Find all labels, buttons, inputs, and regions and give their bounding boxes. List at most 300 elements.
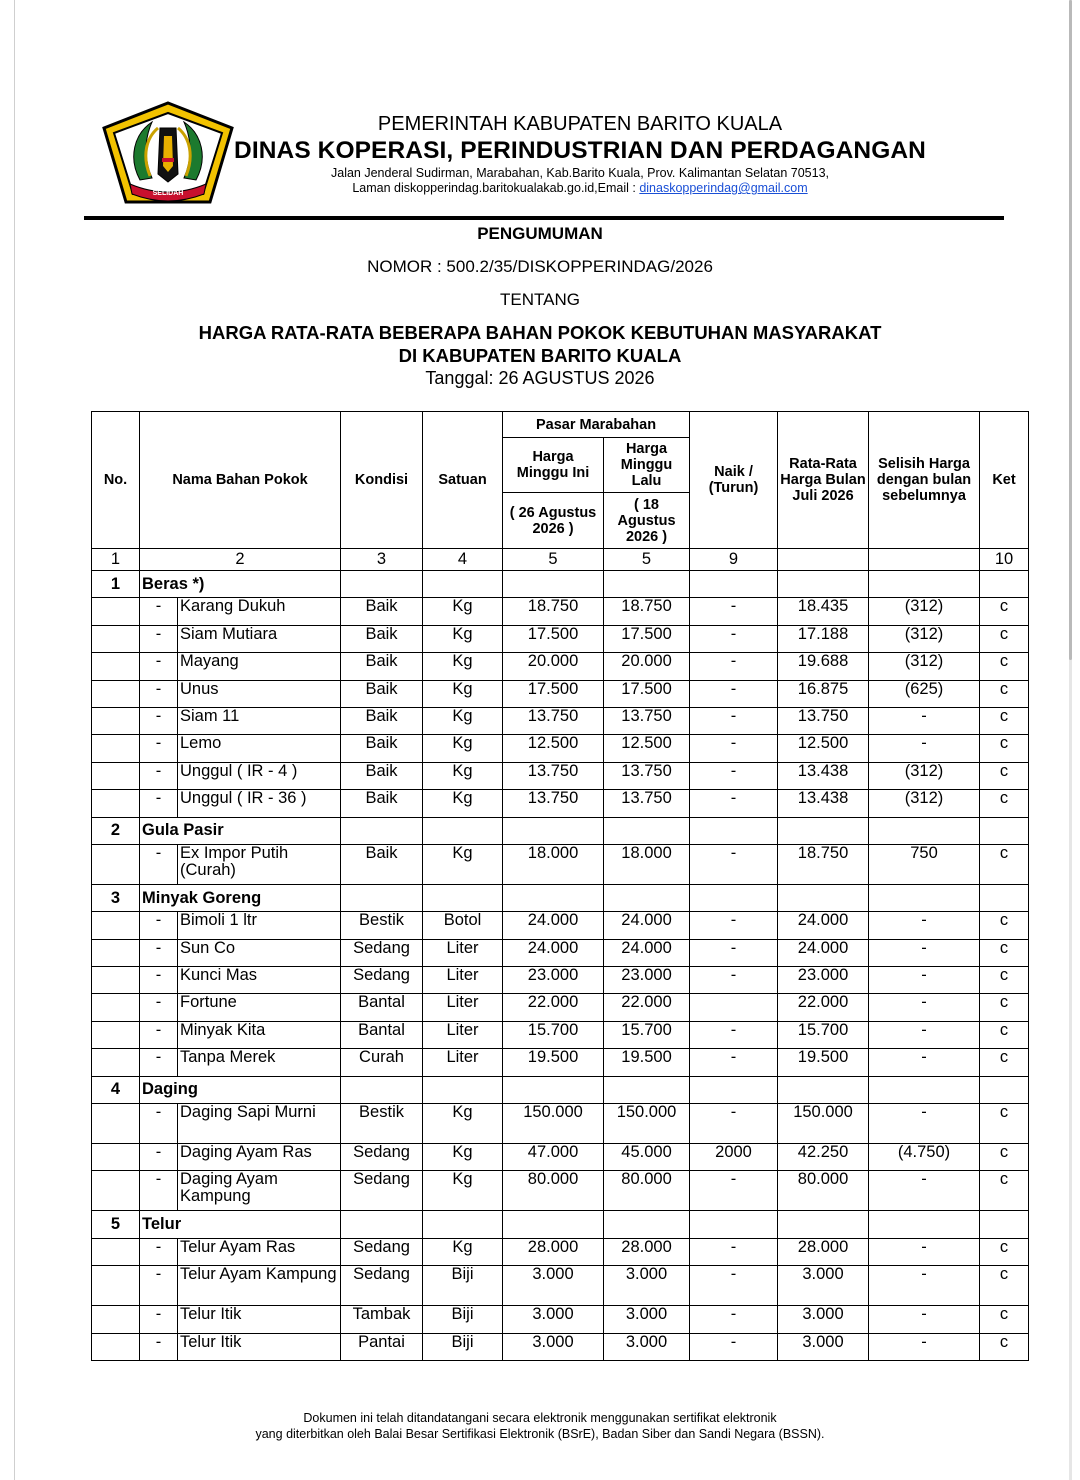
empty-cell	[423, 884, 503, 911]
price-this-week: 13.750	[503, 762, 604, 789]
monthly-average: 18.435	[778, 598, 869, 625]
table-row	[92, 762, 1029, 789]
price-difference: -	[869, 939, 980, 966]
empty-cell	[503, 817, 604, 844]
item-unit: Biji	[423, 1333, 503, 1360]
price-difference: (312)	[869, 790, 980, 817]
item-name: Kunci Mas	[178, 967, 341, 994]
table-row	[92, 912, 1029, 939]
item-unit: Kg	[423, 653, 503, 680]
empty-cell	[92, 1049, 140, 1076]
item-condition: Baik	[341, 790, 423, 817]
category-name: Daging	[140, 1076, 341, 1103]
price-difference: -	[869, 994, 980, 1021]
item-dash: -	[140, 994, 178, 1021]
item-name: Unggul ( IR - 4 )	[178, 762, 341, 789]
item-dash: -	[140, 844, 178, 884]
price-last-week: 13.750	[604, 707, 690, 734]
item-note: c	[980, 735, 1029, 762]
announcement-about: TENTANG	[500, 290, 580, 309]
item-condition: Baik	[341, 735, 423, 762]
price-this-week: 28.000	[503, 1238, 604, 1265]
price-this-week: 80.000	[503, 1171, 604, 1211]
item-unit: Kg	[423, 680, 503, 707]
item-name: Telur Ayam Ras	[178, 1238, 341, 1265]
price-difference: -	[869, 1333, 980, 1360]
item-dash: -	[140, 1144, 178, 1171]
table-row	[92, 1104, 1029, 1144]
price-last-week: 3.000	[604, 1266, 690, 1306]
announcement-heading: PENGUMUMAN	[477, 224, 603, 243]
monthly-average: 18.750	[778, 844, 869, 884]
empty-cell	[423, 571, 503, 598]
header-no: No.	[92, 412, 140, 549]
announcement-number: NOMOR : 500.2/35/DISKOPPERINDAG/2026	[367, 257, 713, 276]
price-difference: -	[869, 1266, 980, 1306]
monthly-average: 3.000	[778, 1266, 869, 1306]
item-note: c	[980, 994, 1029, 1021]
item-condition: Baik	[341, 625, 423, 652]
item-condition: Sedang	[341, 939, 423, 966]
empty-cell	[869, 1211, 980, 1238]
price-last-week: 20.000	[604, 653, 690, 680]
empty-cell	[92, 844, 140, 884]
price-difference: -	[869, 1306, 980, 1333]
column-number: 2	[140, 549, 341, 571]
table-row	[92, 967, 1029, 994]
price-change: -	[690, 598, 778, 625]
item-name: Daging Sapi Murni	[178, 1104, 341, 1144]
item-name: Telur Itik	[178, 1333, 341, 1360]
header-note: Ket	[980, 412, 1029, 549]
item-name: Siam Mutiara	[178, 625, 341, 652]
price-change: -	[690, 912, 778, 939]
category-number: 5	[92, 1211, 140, 1238]
empty-cell	[869, 884, 980, 911]
item-name: Lemo	[178, 735, 341, 762]
item-condition: Bantal	[341, 994, 423, 1021]
price-difference: (312)	[869, 653, 980, 680]
price-change: -	[690, 1021, 778, 1048]
price-table	[91, 411, 1029, 1361]
price-last-week: 80.000	[604, 1171, 690, 1211]
address-line: Jalan Jenderal Sudirman, Marabahan, Kab.Barito Kuala, Prov. Kalimantan Selatan 70513,	[331, 166, 829, 180]
empty-cell	[980, 817, 1029, 844]
empty-cell	[690, 571, 778, 598]
header-last-week: Harga Minggu Lalu	[604, 438, 690, 493]
column-number: 5	[503, 549, 604, 571]
empty-cell	[980, 571, 1029, 598]
item-dash: -	[140, 735, 178, 762]
header-unit: Satuan	[423, 412, 503, 549]
item-name: Daging Ayam Ras	[178, 1144, 341, 1171]
price-change: -	[690, 680, 778, 707]
item-unit: Liter	[423, 994, 503, 1021]
price-change: -	[690, 625, 778, 652]
column-number	[869, 549, 980, 571]
column-number: 10	[980, 549, 1029, 571]
category-number: 3	[92, 884, 140, 911]
price-this-week: 20.000	[503, 653, 604, 680]
item-unit: Kg	[423, 598, 503, 625]
price-difference: -	[869, 967, 980, 994]
item-note: c	[980, 1144, 1029, 1171]
item-name: Minyak Kita	[178, 1021, 341, 1048]
empty-cell	[92, 1266, 140, 1306]
empty-cell	[503, 571, 604, 598]
item-note: c	[980, 625, 1029, 652]
table-row	[92, 1171, 1029, 1211]
empty-cell	[604, 1076, 690, 1103]
price-last-week: 23.000	[604, 967, 690, 994]
price-change: -	[690, 735, 778, 762]
empty-cell	[423, 1211, 503, 1238]
announcement-title-block	[90, 223, 990, 389]
item-unit: Liter	[423, 967, 503, 994]
empty-cell	[92, 912, 140, 939]
item-unit: Kg	[423, 707, 503, 734]
empty-cell	[604, 817, 690, 844]
empty-cell	[604, 571, 690, 598]
empty-cell	[778, 1076, 869, 1103]
item-condition: Bantal	[341, 1021, 423, 1048]
price-this-week: 3.000	[503, 1266, 604, 1306]
category-name: Beras *)	[140, 571, 341, 598]
item-unit: Kg	[423, 790, 503, 817]
letterhead-divider	[84, 216, 1004, 220]
monthly-average: 3.000	[778, 1333, 869, 1360]
price-this-week: 24.000	[503, 939, 604, 966]
item-condition: Bestik	[341, 1104, 423, 1144]
item-name: Daging Ayam Kampung	[178, 1171, 341, 1211]
item-dash: -	[140, 1049, 178, 1076]
monthly-average: 13.750	[778, 707, 869, 734]
empty-cell	[92, 994, 140, 1021]
item-note: c	[980, 1049, 1029, 1076]
monthly-average: 3.000	[778, 1306, 869, 1333]
empty-cell	[92, 790, 140, 817]
price-change: -	[690, 939, 778, 966]
item-name: Telur Ayam Kampung	[178, 1266, 341, 1306]
empty-cell	[503, 1211, 604, 1238]
item-name: Sun Co	[178, 939, 341, 966]
header-condition: Kondisi	[341, 412, 423, 549]
monthly-average: 17.188	[778, 625, 869, 652]
price-this-week: 3.000	[503, 1306, 604, 1333]
item-dash: -	[140, 653, 178, 680]
monthly-average: 22.000	[778, 994, 869, 1021]
item-condition: Baik	[341, 598, 423, 625]
empty-cell	[92, 1306, 140, 1333]
scrollbar-thumb[interactable]	[1069, 0, 1072, 660]
price-this-week: 17.500	[503, 680, 604, 707]
letterhead	[230, 112, 930, 196]
price-change: -	[690, 1171, 778, 1211]
category-number: 4	[92, 1076, 140, 1103]
category-name: Telur	[140, 1211, 341, 1238]
item-dash: -	[140, 1104, 178, 1144]
empty-cell	[690, 884, 778, 911]
column-number: 9	[690, 549, 778, 571]
page-left-edge	[14, 0, 15, 1480]
price-last-week: 45.000	[604, 1144, 690, 1171]
empty-cell	[690, 1076, 778, 1103]
empty-cell	[92, 680, 140, 707]
item-unit: Liter	[423, 1049, 503, 1076]
item-name: Telur Itik	[178, 1306, 341, 1333]
empty-cell	[92, 939, 140, 966]
empty-cell	[92, 1144, 140, 1171]
empty-cell	[869, 817, 980, 844]
price-difference: (312)	[869, 625, 980, 652]
contact-line	[230, 181, 930, 196]
monthly-average: 16.875	[778, 680, 869, 707]
price-this-week: 13.750	[503, 707, 604, 734]
monthly-average: 24.000	[778, 912, 869, 939]
price-difference: -	[869, 707, 980, 734]
price-difference: 750	[869, 844, 980, 884]
table-row	[92, 1021, 1029, 1048]
category-row	[92, 1076, 1029, 1103]
price-change: -	[690, 1104, 778, 1144]
price-this-week: 15.700	[503, 1021, 604, 1048]
item-condition: Baik	[341, 844, 423, 884]
price-last-week: 150.000	[604, 1104, 690, 1144]
price-last-week: 13.750	[604, 762, 690, 789]
price-change: -	[690, 1333, 778, 1360]
price-last-week: 3.000	[604, 1333, 690, 1360]
price-this-week: 12.500	[503, 735, 604, 762]
price-this-week: 150.000	[503, 1104, 604, 1144]
price-change: -	[690, 707, 778, 734]
table-row	[92, 1333, 1029, 1360]
price-change: -	[690, 653, 778, 680]
item-note: c	[980, 1333, 1029, 1360]
empty-cell	[92, 1021, 140, 1048]
table-row	[92, 1049, 1029, 1076]
empty-cell	[778, 884, 869, 911]
item-dash: -	[140, 625, 178, 652]
empty-cell	[503, 884, 604, 911]
price-difference: (312)	[869, 762, 980, 789]
empty-cell	[341, 1211, 423, 1238]
item-condition: Baik	[341, 653, 423, 680]
table-row	[92, 680, 1029, 707]
item-name: Fortune	[178, 994, 341, 1021]
item-unit: Kg	[423, 1171, 503, 1211]
item-unit: Kg	[423, 1238, 503, 1265]
table-row	[92, 735, 1029, 762]
item-unit: Biji	[423, 1306, 503, 1333]
empty-cell	[869, 571, 980, 598]
item-dash: -	[140, 1266, 178, 1306]
price-last-week: 28.000	[604, 1238, 690, 1265]
item-unit: Kg	[423, 625, 503, 652]
table-row	[92, 625, 1029, 652]
logo-ribbon-text: SELIDAH	[152, 190, 184, 197]
empty-cell	[92, 1104, 140, 1144]
item-condition: Baik	[341, 707, 423, 734]
item-note: c	[980, 653, 1029, 680]
price-last-week: 24.000	[604, 912, 690, 939]
price-last-week: 24.000	[604, 939, 690, 966]
table-row	[92, 707, 1029, 734]
item-unit: Kg	[423, 735, 503, 762]
monthly-average: 19.688	[778, 653, 869, 680]
price-last-week: 13.750	[604, 790, 690, 817]
item-name: Unggul ( IR - 36 )	[178, 790, 341, 817]
header-this-week-date: ( 26 Agustus 2026 )	[503, 493, 604, 549]
item-condition: Tambak	[341, 1306, 423, 1333]
table-row	[92, 790, 1029, 817]
item-name: Tanpa Merek	[178, 1049, 341, 1076]
price-this-week: 13.750	[503, 790, 604, 817]
item-dash: -	[140, 598, 178, 625]
price-difference: -	[869, 1049, 980, 1076]
item-dash: -	[140, 1333, 178, 1360]
item-note: c	[980, 598, 1029, 625]
empty-cell	[92, 967, 140, 994]
empty-cell	[92, 1238, 140, 1265]
price-this-week: 17.500	[503, 625, 604, 652]
empty-cell	[92, 735, 140, 762]
empty-cell	[341, 884, 423, 911]
category-name: Minyak Goreng	[140, 884, 341, 911]
price-last-week: 17.500	[604, 625, 690, 652]
announcement-title-line1: HARGA RATA-RATA BEBERAPA BAHAN POKOK KEBUTUHAN MASYARAKAT	[198, 322, 882, 343]
empty-cell	[778, 571, 869, 598]
item-note: c	[980, 939, 1029, 966]
empty-cell	[92, 1333, 140, 1360]
item-note: c	[980, 762, 1029, 789]
monthly-average: 150.000	[778, 1104, 869, 1144]
item-condition: Bestik	[341, 912, 423, 939]
item-unit: Liter	[423, 1021, 503, 1048]
empty-cell	[92, 598, 140, 625]
category-row	[92, 571, 1029, 598]
empty-cell	[869, 1076, 980, 1103]
column-number: 4	[423, 549, 503, 571]
price-last-week: 19.500	[604, 1049, 690, 1076]
price-last-week: 3.000	[604, 1306, 690, 1333]
footer-line-2: yang diterbitkan oleh Balai Besar Sertifikasi Elektronik (BSrE), Badan Siber dan Sandi Negara (BSSN).	[255, 1427, 825, 1441]
column-number-row	[92, 549, 1029, 571]
regency-logo	[100, 100, 236, 206]
item-note: c	[980, 1266, 1029, 1306]
category-row	[92, 1211, 1029, 1238]
price-last-week: 12.500	[604, 735, 690, 762]
category-name: Gula Pasir	[140, 817, 341, 844]
monthly-average: 13.438	[778, 762, 869, 789]
item-condition: Baik	[341, 762, 423, 789]
empty-cell	[980, 884, 1029, 911]
price-last-week: 18.000	[604, 844, 690, 884]
price-change: -	[690, 844, 778, 884]
empty-cell	[341, 1076, 423, 1103]
item-condition: Sedang	[341, 967, 423, 994]
table-row	[92, 844, 1029, 884]
price-difference: (312)	[869, 598, 980, 625]
empty-cell	[503, 1076, 604, 1103]
item-dash: -	[140, 707, 178, 734]
price-difference: (625)	[869, 680, 980, 707]
item-dash: -	[140, 762, 178, 789]
item-note: c	[980, 1238, 1029, 1265]
price-this-week: 19.500	[503, 1049, 604, 1076]
header-market: Pasar Marabahan	[503, 412, 690, 438]
price-this-week: 23.000	[503, 967, 604, 994]
column-number: 5	[604, 549, 690, 571]
item-note: c	[980, 1171, 1029, 1211]
price-change: -	[690, 1049, 778, 1076]
empty-cell	[92, 625, 140, 652]
header-last-week-date: ( 18 Agustus 2026 )	[604, 493, 690, 549]
item-name: Unus	[178, 680, 341, 707]
monthly-average: 13.438	[778, 790, 869, 817]
item-condition: Curah	[341, 1049, 423, 1076]
category-number: 1	[92, 571, 140, 598]
table-row	[92, 1266, 1029, 1306]
item-name: Siam 11	[178, 707, 341, 734]
item-note: c	[980, 1306, 1029, 1333]
empty-cell	[778, 817, 869, 844]
table-row	[92, 994, 1029, 1021]
price-last-week: 15.700	[604, 1021, 690, 1048]
empty-cell	[423, 817, 503, 844]
price-change: -	[690, 1266, 778, 1306]
item-dash: -	[140, 790, 178, 817]
category-number: 2	[92, 817, 140, 844]
item-note: c	[980, 912, 1029, 939]
table-row	[92, 653, 1029, 680]
government-name: PEMERINTAH KABUPATEN BARITO KUALA	[377, 113, 783, 135]
price-this-week: 18.000	[503, 844, 604, 884]
item-dash: -	[140, 1171, 178, 1211]
item-note: c	[980, 844, 1029, 884]
email-link[interactable]: dinaskopperindag@gmail.com	[639, 181, 808, 195]
column-number: 3	[341, 549, 423, 571]
footer-line-1: Dokumen ini telah ditandatangani secara elektronik menggunakan sertifikat elektronik	[303, 1411, 777, 1425]
empty-cell	[980, 1211, 1029, 1238]
monthly-average: 19.500	[778, 1049, 869, 1076]
column-number	[778, 549, 869, 571]
price-difference: -	[869, 1238, 980, 1265]
price-last-week: 22.000	[604, 994, 690, 1021]
category-row	[92, 817, 1029, 844]
item-unit: Liter	[423, 939, 503, 966]
empty-cell	[341, 817, 423, 844]
price-difference: (4.750)	[869, 1144, 980, 1171]
header-change: Naik / (Turun)	[690, 412, 778, 549]
price-change: 2000	[690, 1144, 778, 1171]
price-difference: -	[869, 735, 980, 762]
empty-cell	[604, 884, 690, 911]
monthly-average: 12.500	[778, 735, 869, 762]
price-this-week: 47.000	[503, 1144, 604, 1171]
item-condition: Sedang	[341, 1238, 423, 1265]
header-this-week: Harga Minggu Ini	[503, 438, 604, 493]
item-name: Ex Impor Putih (Curah)	[178, 844, 341, 884]
item-unit: Kg	[423, 1104, 503, 1144]
category-row	[92, 884, 1029, 911]
price-change: -	[690, 967, 778, 994]
empty-cell	[604, 1211, 690, 1238]
item-note: c	[980, 680, 1029, 707]
item-note: c	[980, 707, 1029, 734]
price-change: -	[690, 1238, 778, 1265]
price-change: -	[690, 790, 778, 817]
empty-cell	[690, 817, 778, 844]
